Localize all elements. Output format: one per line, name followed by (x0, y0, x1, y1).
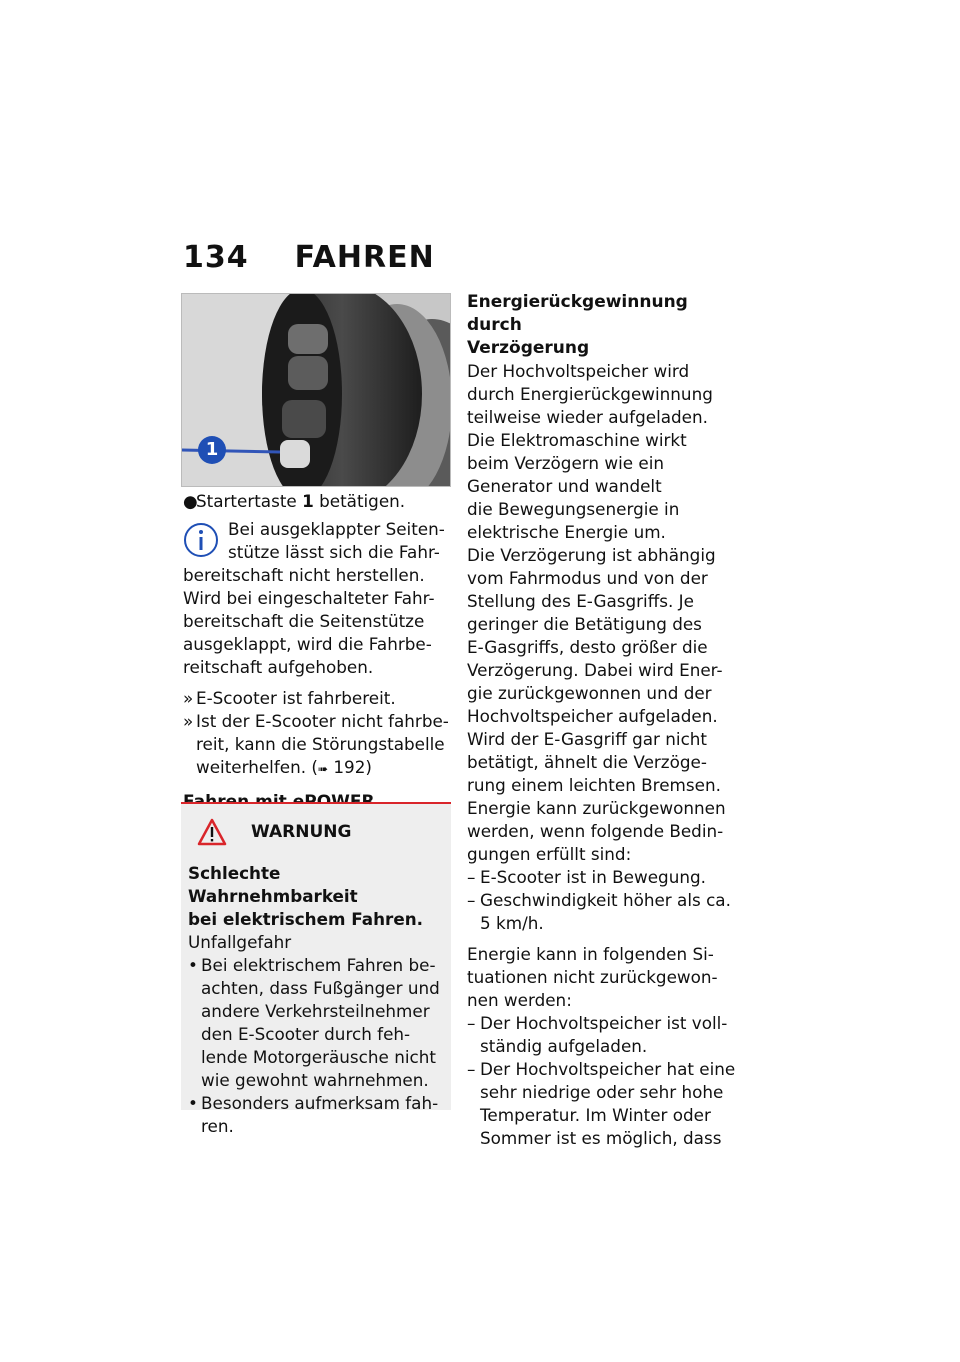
warning-box (181, 802, 451, 1136)
page-header (183, 240, 435, 275)
condition-item: – E-Scooter ist in Bewegung. (467, 867, 706, 887)
callout-badge: 1 (198, 436, 226, 464)
warning-label: WARNUNG (251, 822, 352, 842)
dash-icon: – (467, 1013, 476, 1033)
step-start: ● Startertaste 1 betätigen. (183, 491, 406, 511)
right-column (467, 291, 739, 1150)
bullet-icon: • (188, 1093, 198, 1113)
result-list (183, 687, 451, 781)
warning-header (181, 818, 451, 846)
handlebar-photo (181, 293, 451, 487)
warning-triangle-icon (197, 818, 227, 846)
result-arrow-icon: » (183, 688, 194, 708)
situation-item: – Der Hochvoltspeicher ist voll- ständig aufgeladen. (467, 1013, 728, 1056)
left-column (183, 490, 451, 814)
page-number: 134 (183, 240, 249, 275)
chapter-title: FAHREN (294, 240, 435, 275)
warning-bullet: • Bei elektrischem Fahren be- achten, dass Fußgänger und andere Verkehrsteilnehmer den E-Scooter durch feh- lende Motorgeräusche nicht wie gewohnt wahrnehmen. (188, 955, 440, 1090)
page-reference[interactable]: 192) (333, 757, 372, 777)
warning-bullet: • Besonders aufmerksam fah- ren. (188, 1093, 439, 1136)
condition-item: – Geschwindigkeit höher als ca. 5 km/h. (467, 890, 731, 933)
situation-item: – Der Hochvoltspeicher hat eine sehr niedrige oder sehr hohe Temperatur. Im Winter oder Sommer ist es möglich, dass (467, 1059, 736, 1148)
info-note: Bei ausgeklappter Seiten- stütze lässt sich die Fahr- bereitschaft nicht herstellen. Wird bei eingeschalteter Fahr- bereitschaft die Seitenstütze ausgeklappt, wird die Fahrbe- reitschaft aufgehoben. (183, 519, 445, 677)
info-icon (183, 522, 219, 558)
dash-icon: – (467, 890, 476, 910)
warning-title: Schlechte Wahrnehmbarkeit bei elektrischem Fahren. (188, 863, 424, 929)
page-ref-arrow-icon: ➠ (317, 762, 328, 776)
dash-icon: – (467, 1059, 476, 1079)
dash-icon: – (467, 867, 476, 887)
conditions-list (467, 866, 739, 935)
warning-subtitle: Unfallgefahr (188, 932, 292, 952)
result-item: » E-Scooter ist fahrbereit. (183, 688, 396, 708)
paragraph-no-recuperation: Energie kann in folgenden Si- tuationen nicht zurückgewon- nen werden: (467, 944, 718, 1010)
result-arrow-icon: » (183, 711, 194, 731)
result-item: » Ist der E-Scooter nicht fahrbe- reit, kann die Störungstabelle weiterhelfen. (➠ 192) (183, 710, 451, 781)
situations-list (467, 1012, 739, 1150)
warning-body (188, 862, 446, 1138)
bullet-icon: • (188, 955, 198, 975)
section-heading: Energierückgewinnung durch Verzögerung (467, 292, 688, 358)
bullet-icon: ● (183, 491, 198, 511)
paragraph-recuperation: Der Hochvoltspeicher wird durch Energierückgewinnung teilweise wieder aufgeladen. Die Elektromaschine wirkt beim Verzögern wie ein Generator und wandelt die Bewegungsenergie in elektrische Energie um. Die Verzögerung ist abhängig vom Fahrmodus und von der Stellung des E-Gasgriffs. Je geringer die Betätigung des E-Gasgriffs, desto größer die Verzögerung. Dabei wird Ener- gie zurückgewonnen und der Hochvoltspeicher aufgeladen. Wird der E-Gasgriff gar nicht betätigt, ähnelt die Verzöge- rung einem leichten Bremsen. Energie kann zurückgewonnen werden, wenn folgende Bedin- gungen erfüllt sind: (467, 361, 726, 864)
